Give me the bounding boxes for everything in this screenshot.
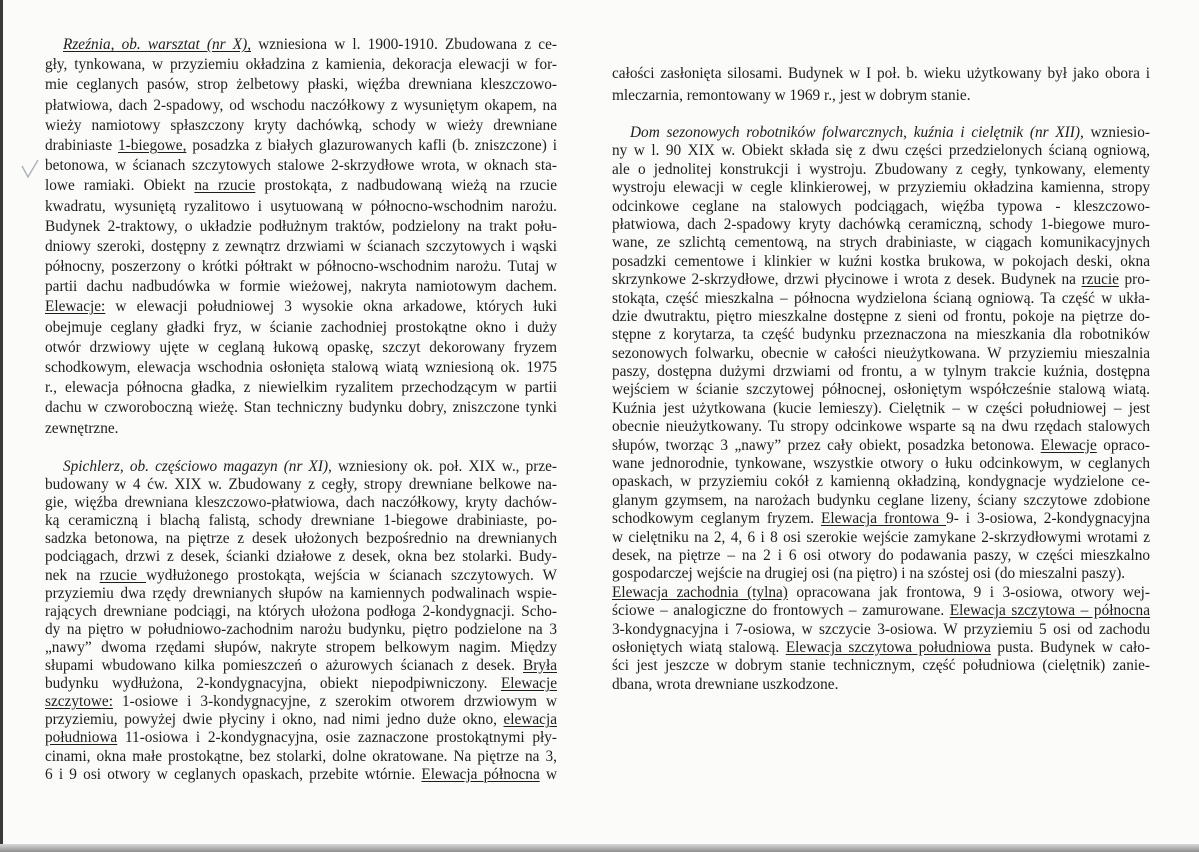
text-line xyxy=(612,345,1150,363)
text-line xyxy=(612,124,1150,142)
text-run: stępne z korytarza, ta część budynku przeznaczona na mieszkania dla robotników xyxy=(612,326,1150,344)
text-run: opraco- xyxy=(1096,436,1150,454)
text-line xyxy=(612,621,1150,639)
text-run: płatwiowa, dach 2-spadowy, od wschodu naczółkowy z wysuniętym okapem, na xyxy=(45,96,557,114)
text-line xyxy=(45,237,557,257)
text-line xyxy=(45,530,557,548)
text-run: „nawy” dwoma rzędami słupów, nakryte stropem belkowym nagim. Między xyxy=(45,638,557,656)
text-line xyxy=(612,437,1150,455)
text-line xyxy=(612,216,1150,234)
text-run: dachu w czworoboczną wieżę. Stan techniczny budynku dobry, zniszczone tynki xyxy=(45,399,557,417)
text-line xyxy=(612,400,1150,418)
text-run: 11-osiowa i 2-kondygnacyjna, osie zaznaczone prostokątnymi pły- xyxy=(117,729,557,747)
text-run: cinami, okna małe prostokątne, bez stolarki, dolne okratowane. Na piętrze na 3, xyxy=(45,747,557,765)
text-line xyxy=(45,729,557,747)
scan-bottom-edge xyxy=(0,844,1199,852)
text-run: północny, poszerzony o krótki półtrakt w północno-wschodnim narożu. Tutaj w xyxy=(45,258,557,276)
text-line xyxy=(45,358,557,378)
underlined-term: Elewacja szczytowa południowa xyxy=(785,638,991,656)
text-line xyxy=(45,693,557,711)
text-line xyxy=(45,711,557,729)
text-line xyxy=(612,161,1150,179)
text-run: w cielętniku na 2, 4, 6 i 8 osi szerokie wejście zamykane 2-skrzydłowymi wrotami z xyxy=(612,528,1150,546)
text-line xyxy=(45,297,557,317)
text-line xyxy=(612,676,1150,694)
text-run: opracowana jak frontowa, 9 i 3-osiowa, otwory wej- xyxy=(787,583,1150,601)
text-run: gospodarczej wejście na drugiej osi (na piętro) i na szóstej osi (do mieszalni paszy). xyxy=(612,565,1126,583)
text-run: ką ceramiczną i blachą falistą, schody drewniane 1-biegowe drabiniaste, po- xyxy=(45,512,557,530)
text-line xyxy=(45,766,557,784)
text-line xyxy=(45,458,557,476)
text-run: Budynek 2-traktowy, o układzie podłużnym traktów, podzielony na trakt połu- xyxy=(45,217,557,235)
text-run: 1-osiowe i 3-kondygnacyjne, z szerokim otworem drzwiowym w xyxy=(112,693,557,711)
text-run: pro- xyxy=(1118,271,1151,289)
text-line xyxy=(45,277,557,297)
text-run: całości zasłonięta silosami. Budynek w I poł. b. wieku użytkowany był jako obora i xyxy=(612,65,1150,82)
text-line xyxy=(45,567,557,585)
paragraph-rzeznia xyxy=(45,35,557,439)
text-line xyxy=(45,35,557,55)
text-line xyxy=(45,176,557,196)
text-run: wzniesio- xyxy=(1083,124,1151,141)
text-run: lowe ramiaki. Obiekt xyxy=(45,177,195,195)
text-run: gły, tynkowana, w przyziemiu okładzina z kamienia, dekoracja elewacji w for- xyxy=(45,56,557,74)
text-line xyxy=(612,85,1150,107)
paragraph-spichlerz xyxy=(45,458,557,784)
text-run: glanym gzymsem, na narożach budynku ceglane lizeny, ściany szczytowe zdobione xyxy=(612,491,1150,509)
underlined-term: szczytowe: xyxy=(45,693,113,711)
text-run: ści jest jeszcze w dobrym stanie technicznym, część południowa (cielętnik) zanie- xyxy=(612,657,1150,675)
text-line xyxy=(45,639,557,657)
text-line xyxy=(612,363,1150,381)
text-line xyxy=(612,565,1150,583)
text-run: słupami wbudowano kilka pomieszczeń o ażurowych ścianach z desek. xyxy=(45,657,523,675)
text-run: nek na xyxy=(45,566,100,584)
text-run: budowany w 4 ćw. XIX w. Zbudowany z cegły, stropy drewniane belkowe na- xyxy=(45,476,557,494)
text-line xyxy=(45,217,557,237)
text-run: ny w l. 90 XIX w. Obiekt składa się z dwu części przedzielonych ścianą ogniową, xyxy=(612,142,1150,160)
text-run: dniowy szeroki, dostępny z zewnątrz drzwiami w ścianach szczytowych i wąski xyxy=(45,237,557,255)
underlined-term: południowa xyxy=(45,729,118,747)
text-run: obecnie nieużytkowany. Tu stropy odcinkowe wsparte są na dwu rzędach stalowych xyxy=(612,418,1150,436)
text-run: paszy, dostępna dużymi drzwiami od frontu, a w tylnym trakcie kuźnia, dostępna xyxy=(612,363,1150,381)
text-run: wane, ze szlichtą cementową, na strych drabiniaste, w ciągach komunikacyjnych xyxy=(612,234,1150,252)
text-run: gie, więźba drewniana kleszczowo-płatwiowa, dach naczółkowy, kryty dachów- xyxy=(45,494,557,512)
text-line xyxy=(45,657,557,675)
text-line xyxy=(612,142,1150,160)
text-run: dy na piętro w południowo-zachodnim narożu budynku, piętro podzielone na 3 xyxy=(45,620,557,638)
text-run: mleczarnia, remontowany w 1969 r., jest w dobrym stanie. xyxy=(612,87,971,104)
text-run: w xyxy=(539,765,557,783)
text-run: słupów, tworząc 3 „nawy” przez cały obiekt, posadzka betonowa. xyxy=(612,436,1041,454)
underlined-term: rzucie xyxy=(1081,271,1119,289)
text-run: drabiniaste xyxy=(45,136,119,154)
text-line xyxy=(45,675,557,693)
text-run: wystroju elewacji w cegle klinkierowej, w przyziemiu okładzina kamienna, stropy xyxy=(612,179,1150,197)
text-line xyxy=(612,308,1150,326)
text-line xyxy=(612,584,1150,602)
text-run: 6 i 9 osi otwory w ceglanych opaskach, przebite wtórnie. xyxy=(45,765,422,783)
text-run: w elewacji południowej 3 wysokie okna arkadowe, których łuki xyxy=(105,298,557,316)
text-line xyxy=(612,63,1150,85)
text-run: betonowa, w ścianach szczytowych stalowe 2-skrzydłowe wrota, w oknach sta- xyxy=(45,157,557,175)
text-run: dzie dwutraktu, piętro mieszkalne dostępne z sieni od frontu, pokoje na piętrze do- xyxy=(612,307,1150,325)
object-title: Spichlerz, ob. częściowo magazyn (nr XI), xyxy=(63,458,332,475)
text-line xyxy=(612,234,1150,252)
text-run: wydłużonego prostokąta, wejścia w ścianach szczytowych. W xyxy=(146,566,557,584)
text-line xyxy=(45,116,557,136)
text-run: kwadratu, wysuniętą ryzalitowo i usytuowaną w północno-wschodnim narożu. xyxy=(45,197,557,215)
text-line xyxy=(45,398,557,418)
text-line xyxy=(45,197,557,217)
text-line xyxy=(45,603,557,621)
text-line xyxy=(612,271,1150,289)
text-line xyxy=(612,455,1150,473)
text-run: wieży namiotowy spłaszczony kryty dachówką, schody w wieży drewniane xyxy=(45,116,557,134)
text-run: wzniesiona w l. 1900-1910. Zbudowana z ce- xyxy=(251,36,557,53)
underlined-term: na rzucie xyxy=(194,177,256,195)
text-run: 9- i 3-osiowa, 2-kondygnacyjna xyxy=(946,510,1150,528)
text-run: obejmuje ceglany gładki fryz, w ścianie zachodniej prostokątne okno i duży xyxy=(45,318,557,336)
text-run: otwór drzwiowy ujęte w ceglaną łukową opaskę, szczyt dekorowany fryzem xyxy=(45,338,557,356)
text-run: r., elewacja północna gładka, z niewielkim ryzalitem przechodzącym w partii xyxy=(45,379,557,397)
text-run: desek, na piętrze – na 2 i 6 osi otwory do podawania paszy, w części mieszkalno xyxy=(612,546,1150,564)
text-line xyxy=(612,657,1150,675)
underlined-term: Elewacja zachodnia (tylna) xyxy=(612,583,788,601)
text-run: skrzynkowe 2-skrzydłowe, drzwi płycinowe i wrota z desek. Budynek na xyxy=(612,271,1082,289)
object-title: Dom sezonowych robotników folwarcznych, kuźnia i cielętnik (nr XII), xyxy=(630,124,1084,141)
text-line xyxy=(45,621,557,639)
text-run: płatwiowa, dach 2-spadowy kryty dachówką ceramiczną, schody 1-biegowe muro- xyxy=(612,215,1150,233)
text-line xyxy=(45,96,557,116)
text-run: wane jednorodnie, tynkowane, wszystkie otwory o łuku odcinkowym, w ceglanych xyxy=(612,455,1150,473)
text-run: rających drewniane podciągi, na których ułożona podłoga 2-kondygnacji. Scho- xyxy=(45,602,557,620)
underlined-term: Elewacje xyxy=(500,675,557,693)
underlined-term: Elewacja szczytowa – północna xyxy=(949,602,1150,620)
text-line xyxy=(612,290,1150,308)
underlined-term: Elewacja północna xyxy=(421,765,540,783)
text-line xyxy=(45,748,557,766)
text-run: zewnętrzne. xyxy=(45,419,119,437)
text-line xyxy=(612,602,1150,620)
text-run: mie ceglanych pasów, strop żelbetowy płaski, więźba drewniana kleszczowo- xyxy=(45,76,557,94)
text-line xyxy=(612,418,1150,436)
text-line xyxy=(612,639,1150,657)
text-run: sadzka betonowa, na piętrze z desek ułożonych bezpośrednio na drewnianych xyxy=(45,530,557,548)
text-line xyxy=(612,547,1150,565)
text-line xyxy=(612,510,1150,528)
text-line xyxy=(45,136,557,156)
text-line xyxy=(612,198,1150,216)
text-run: schodkowym ceglanym fryzem. xyxy=(612,510,821,528)
text-line xyxy=(45,257,557,277)
text-line xyxy=(612,492,1150,510)
text-run: podciągach, drzwi z desek, ścianki działowe z desek, okna bez stolarki. Budy- xyxy=(45,548,557,566)
text-line xyxy=(45,338,557,358)
underlined-term: Elewacje: xyxy=(45,298,106,316)
text-line xyxy=(45,156,557,176)
text-line xyxy=(45,55,557,75)
text-run: posadzka z białych glazurowanych kafli (b. zniszczone) i xyxy=(186,136,557,154)
text-line xyxy=(612,326,1150,344)
paragraph-dom-sezonowych xyxy=(612,124,1150,694)
text-line xyxy=(45,512,557,530)
underlined-term: Bryła xyxy=(523,657,557,675)
text-line xyxy=(45,318,557,338)
text-run: pusta. Budynek w cało- xyxy=(990,638,1150,656)
text-run: wzniesiony ok. poł. XIX w., prze- xyxy=(331,458,557,475)
text-run: ale o jednolitej konstrukcji i wystroju. Zbudowany z cegły, tynkowany, elementy xyxy=(612,160,1150,178)
text-line xyxy=(45,419,557,439)
text-line xyxy=(45,476,557,494)
text-line xyxy=(45,585,557,603)
scan-left-edge xyxy=(0,0,3,852)
underlined-term: Elewacja frontowa xyxy=(820,510,947,528)
text-line xyxy=(45,75,557,95)
text-run: odcinkowe ceglane na stalowych podciągach, więźba typowa - kleszczowo- xyxy=(612,197,1150,215)
text-run: schodkowym, elewacja wschodnia osłonięta stalową wiatą wzniesioną ok. 1975 xyxy=(45,359,557,376)
text-run: prostokąta, z nadbudowaną wieżą na rzucie xyxy=(255,177,557,195)
text-line xyxy=(612,473,1150,491)
underlined-term: elewacja xyxy=(503,711,557,729)
text-run: budynku wydłużona, 2-kondygnacyjna, obiekt niepodpiwniczony. xyxy=(45,675,501,693)
text-run: Kuźnia jest użytkowana (kucie lemieszy). Cielętnik – w części południowej – jest xyxy=(612,399,1150,417)
text-line xyxy=(45,494,557,512)
underlined-term: Elewacje xyxy=(1040,436,1097,454)
object-title: Rzeźnia, ob. warsztat (nr X), xyxy=(63,36,252,53)
text-run: dbana, wrota drewniane uszkodzone. xyxy=(612,675,839,693)
underlined-term: 1-biegowe, xyxy=(118,136,187,154)
text-line xyxy=(45,378,557,398)
text-run: stokąta, część mieszkalna – północna wydzielona ścianą ogniową. Ta część w ukła- xyxy=(612,289,1150,307)
text-run: osłoniętych wiatą stalową. xyxy=(612,638,786,656)
text-line xyxy=(612,253,1150,271)
text-run: wejściem w ścianie szczytowej północnej, osłoniętym współcześnie stalową wiatą. xyxy=(612,381,1150,399)
text-run: ściowe – analogiczne do frontowych – zamurowane. xyxy=(612,602,950,620)
text-line xyxy=(612,179,1150,197)
text-run: sezonowych folwarku, obecnie w całości nieużytkowana. W przyziemiu mieszalnia xyxy=(612,344,1150,362)
text-run: przyziemiu, powyżej dwie płyciny i okno, nad nimi jedno duże okno, xyxy=(45,711,504,729)
text-run: posadzki cementowe i klinkier w kuźni kostka brukowa, w pokojach deski, okna xyxy=(612,252,1150,270)
text-run: partii dachu nadbudówka w formie wieżowej, nakryta namiotowym dachem. xyxy=(45,278,557,296)
underlined-term: rzucie xyxy=(99,566,147,584)
check-mark-icon xyxy=(20,158,40,180)
text-line xyxy=(612,381,1150,399)
paragraph-continuation xyxy=(612,63,1150,107)
text-run: przyziemiu dwa rzędy drewnianych słupów na kamiennych podwalinach wspie- xyxy=(45,584,557,602)
text-run: opaskach, w przyziemiu cokół z kamienną okładziną, kondygnacje wydzielone ce- xyxy=(612,473,1150,491)
text-line xyxy=(612,529,1150,547)
text-run: 3-kondygnacyjna i 7-osiowa, w szczycie 3-osiowa. W przyziemiu 5 osi od zachodu xyxy=(612,620,1150,638)
text-line xyxy=(45,548,557,566)
